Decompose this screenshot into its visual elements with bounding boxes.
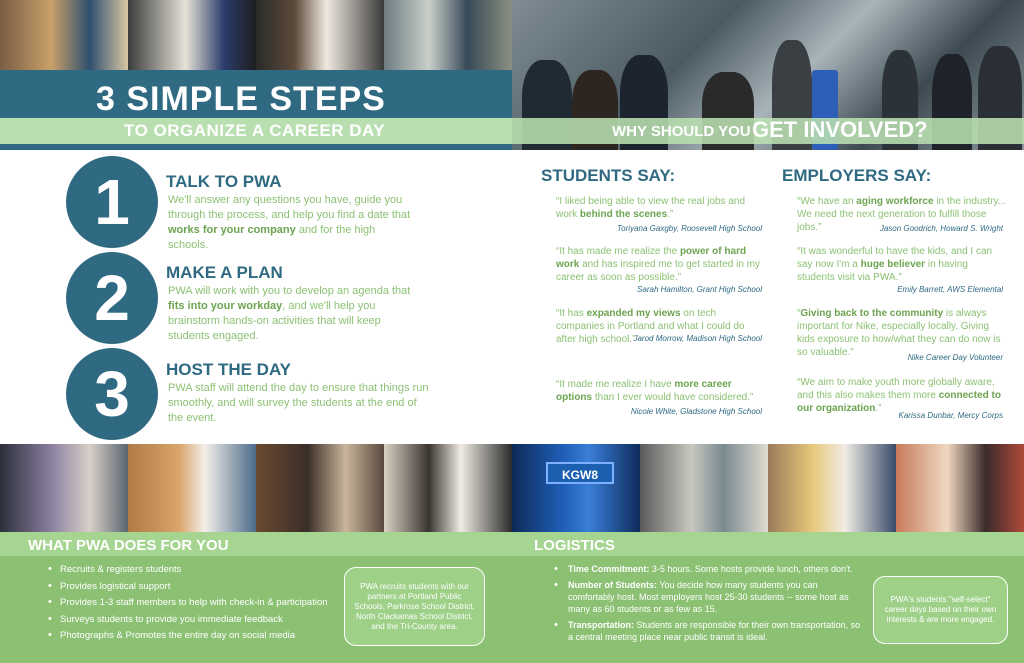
photo-floor-activity xyxy=(128,444,256,532)
self-select-note: PWA's students "self-select" career days based on their own interests & are more engaged. xyxy=(873,576,1008,644)
step-1-number: 1 xyxy=(66,156,158,248)
photo-tv-studio xyxy=(512,444,640,532)
student-attribution-1: Toriyana Gaxgby, Roosevelt High School xyxy=(617,224,762,233)
student-attribution-3: Jarod Morrow, Madison High School xyxy=(633,334,762,343)
list-item: • Surveys students to provide you immediate feedback xyxy=(48,614,328,631)
logistics-item: • Transportation: Students are responsible for their own transportation, so a central meeting place near public transit is ideal. xyxy=(554,619,864,643)
list-item: • Provides 1-3 staff members to help with check-in & participation xyxy=(48,597,328,614)
photo-hospital-lab xyxy=(640,444,768,532)
employer-quote-2: “It was wonderful to have the kids, and I can say now I'm a huge believer in having students visit via PWA.” xyxy=(797,246,993,283)
why-heading-small: WHY SHOULD YOU xyxy=(612,123,751,140)
employer-attribution-4: Karissa Dunbar, Mercy Corps xyxy=(898,411,1003,420)
why-heading-big: GET INVOLVED? xyxy=(752,117,928,142)
employer-quote-4: “We aim to make youth more globally aware, and this also makes them more connected to our organization.” xyxy=(797,377,1001,414)
step-2-number: 2 xyxy=(66,252,158,344)
logistics-list xyxy=(554,563,864,647)
step-1-title: TALK TO PWA xyxy=(166,172,282,191)
list-item: • Provides logistical support xyxy=(48,581,328,598)
step-1-body: We'll answer any questions you have, guide you through the process, and help you find a date that works for your company and for the high schools. xyxy=(168,194,411,251)
photo-students-table xyxy=(768,444,896,532)
employers-say-heading: EMPLOYERS SAY: xyxy=(782,166,932,185)
page-subtitle: TO ORGANIZE A CAREER DAY xyxy=(124,121,386,140)
step-2-title: MAKE A PLAN xyxy=(166,263,283,282)
photo-office-meeting xyxy=(128,0,256,70)
employer-attribution-2: Emily Barrett, AWS Elemental xyxy=(897,285,1003,294)
student-quote-4: “It made me realize I have more career options than I ever would have considered.” xyxy=(556,379,754,403)
step-2-body: PWA will work with you to develop an agenda that fits into your workday, and we'll help you brainstorm hands-on activities that will keep students engaged. xyxy=(168,285,411,342)
kgw-sign: KGW8 xyxy=(546,462,614,484)
step-3-body: PWA staff will attend the day to ensure that things run smoothly, and will survey the students at the end of the event. xyxy=(168,382,429,424)
photo-classroom-board xyxy=(0,0,128,70)
photo-students-laptops xyxy=(256,0,384,70)
step-3-number: 3 xyxy=(66,348,158,440)
what-pwa-list xyxy=(48,564,328,647)
student-attribution-4: Nicole White, Gladstone High School xyxy=(630,407,762,416)
photo-group-tour xyxy=(256,444,384,532)
photo-hands-on-build xyxy=(896,444,1024,532)
logistics-heading: LOGISTICS xyxy=(534,537,615,554)
logistics-item: • Number of Students: You decide how many students you can comfortably host. Most employers host 25-30 students -- some host as many as 60 students or as few as 15. xyxy=(554,579,864,615)
pwa-partners-note: PWA recruits students with our partners at Portland Public Schools, Parkrose School District, North Clackamas School District, and the Tri-County area. xyxy=(344,567,485,646)
employer-quote-3: “Giving back to the community is always important for Nike, especially locally. Giving kids exposure to how/what they can do now is so valuable.” xyxy=(797,308,1001,358)
what-pwa-heading: WHAT PWA DOES FOR YOU xyxy=(28,537,229,554)
employer-attribution-1: Jason Goodrich, Howard S. Wright xyxy=(879,224,1003,233)
student-quote-2: “It has made me realize the power of hard work and has inspired me to get started in my career as soon as possible.” xyxy=(556,246,760,283)
photo-lab-students xyxy=(384,0,512,70)
student-attribution-2: Sarah Hamilton, Grant High School xyxy=(637,285,762,294)
photo-workshop xyxy=(384,444,512,532)
bottom-photo-strip xyxy=(0,444,1024,532)
list-item: • Recruits & registers students xyxy=(48,564,328,581)
list-item: • Photographs & Promotes the entire day on social media xyxy=(48,630,328,647)
logistics-item: • Time Commitment: 3-5 hours. Some hosts provide lunch, others don't. xyxy=(554,563,864,575)
employer-quote-1: “We have an aging workforce in the industry... We need the next generation to fulfill those jobs.” xyxy=(797,196,1007,233)
photo-student-project xyxy=(0,444,128,532)
step-3-title: HOST THE DAY xyxy=(166,360,292,379)
student-quote-3: “It has expanded my views on tech companies in Portland and what I could do after high school.” xyxy=(556,308,745,345)
page-title: 3 SIMPLE STEPS xyxy=(96,80,386,118)
students-say-heading: STUDENTS SAY: xyxy=(541,166,676,185)
student-quote-1: “I liked being able to view the real jobs and work behind the scenes.” xyxy=(556,196,746,220)
employer-attribution-3: Nike Career Day Volunteer xyxy=(907,353,1003,362)
